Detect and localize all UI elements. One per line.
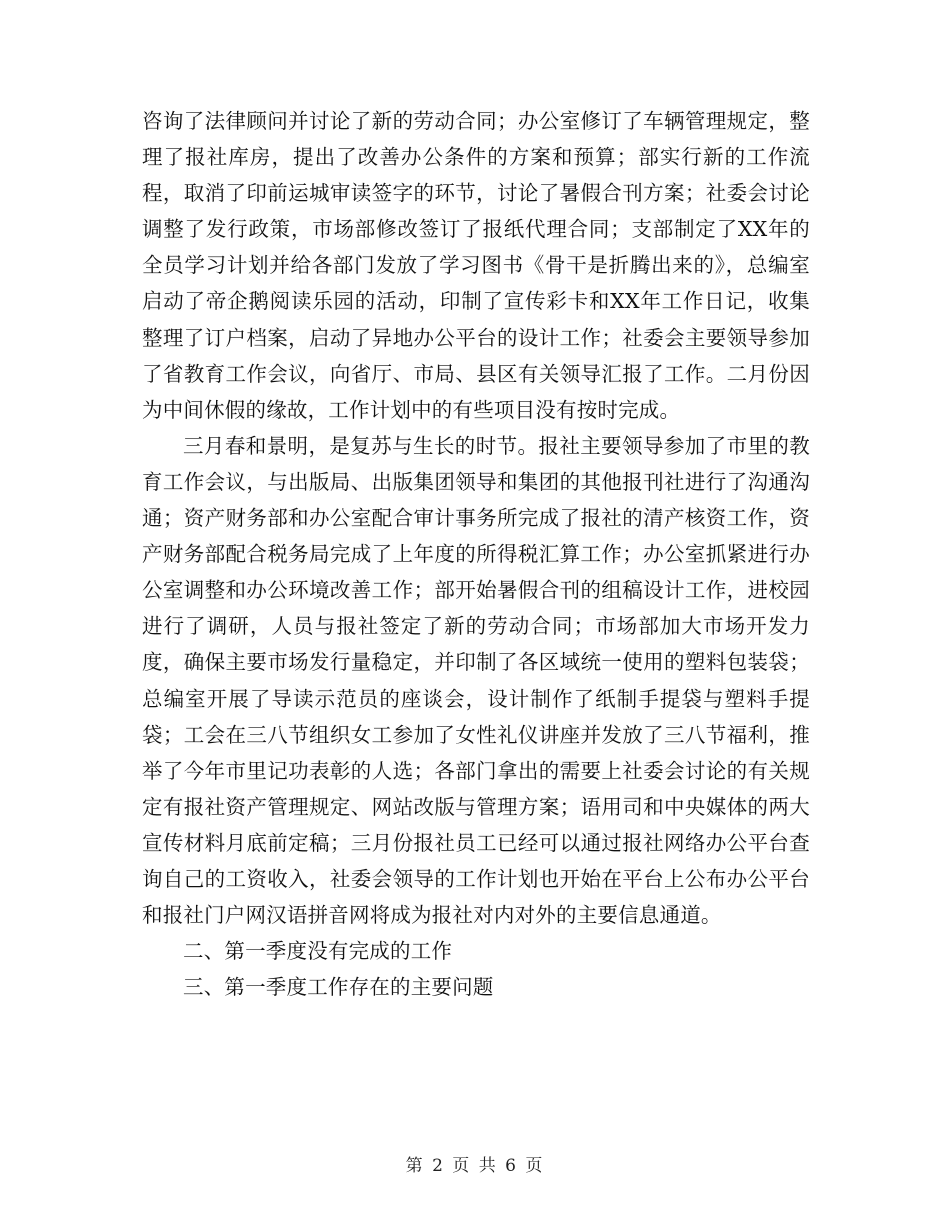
body-paragraph-march: 三月春和景明，是复苏与生长的时节。报社主要领导参加了市里的教育工作会议，与出版局、出版集团领导和集团的其他报刊社进行了沟通沟通；资产财务部和办公室配合审计事务所完成了报社的清产核资工作，资产财务部配合税务局完成了上年度的所得税汇算工作；办公室抓紧进行办公室调整和办公环境改善工作；部开始暑假合刊的组稿设计工作，进校园进行了调研，人员与报社签定了新的劳动合同；市场部加大市场开发力度，确保主要市场发行量稳定，并印制了各区域统一使用的塑料包装袋；总编室开展了导读示范员的座谈会，设计制作了纸制手提袋与塑料手提袋；工会在三八节组织女工参加了女性礼仪讲座并发放了三八节福利，推举了今年市里记功表彰的人选；各部门拿出的需要上社委会讨论的有关规定有报社资产管理规定、网站改版与管理方案；语用司和中央媒体的两大宣传材料月底前定稿；三月份报社员工已经可以通过报社网络办公平台查询自己的工资收入，社委会领导的工作计划也开始在平台上公布办公平台和报社门户网汉语拼音网将成为报社对内对外的主要信息通道。	[142, 433, 810, 928]
section-heading-unfinished-work: 二、第一季度没有完成的工作	[183, 939, 453, 964]
document-body	[142, 103, 810, 1005]
page-footer-number: 第 2 页 共 6 页	[405, 1156, 545, 1176]
section-heading-main-problems: 三、第一季度工作存在的主要问题	[183, 975, 494, 1000]
body-paragraph-continued: 咨询了法律顾问并讨论了新的劳动合同；办公室修订了车辆管理规定，整理了报社库房，提出了改善办公条件的方案和预算；部实行新的工作流程，取消了印前运城审读签字的环节，讨论了暑假合刊方案；社委会讨论调整了发行政策，市场部修改签订了报纸代理合同；支部制定了XX年的全员学习计划并给各部门发放了学习图书《骨干是折腾出来的》，总编室启动了帝企鹅阅读乐园的活动，印制了宣传彩卡和XX年工作日记，收集整理了订户档案，启动了异地办公平台的设计工作；社委会主要领导参加了省教育工作会议，向省厅、市局、县区有关领导汇报了工作。二月份因为中间休假的缘故，工作计划中的有些项目没有按时完成。	[142, 109, 810, 422]
